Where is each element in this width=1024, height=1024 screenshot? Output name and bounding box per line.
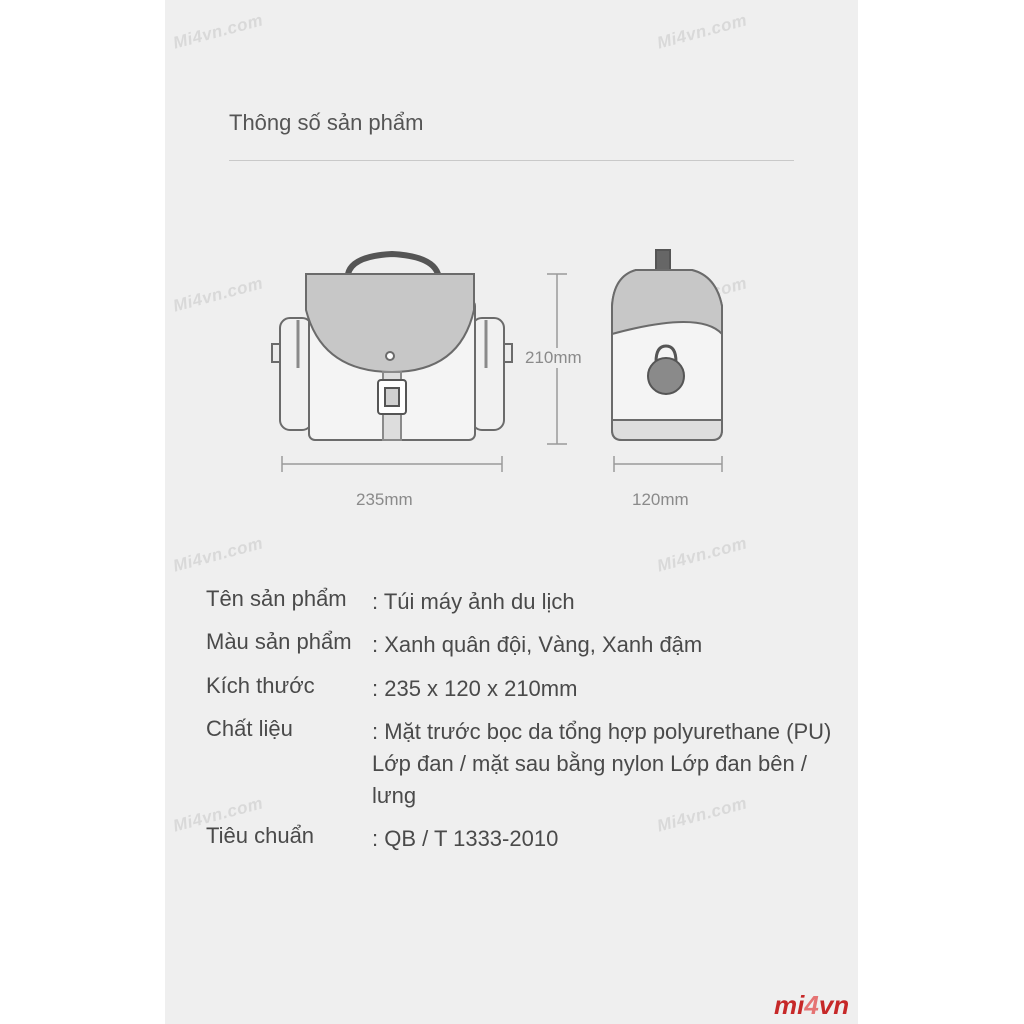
- watermark: Mi4vn.com: [170, 533, 266, 576]
- front-view: [272, 254, 512, 440]
- spec-label: Chất liệu: [206, 716, 293, 741]
- spec-value: : Mặt trước bọc da tổng hợp polyurethane (PU) Lớp đan / mặt sau bằng nylon Lớp đan bên / lưng: [372, 719, 832, 808]
- depth-dimension: [614, 456, 722, 472]
- spec-value: : QB / T 1333-2010: [372, 826, 559, 851]
- depth-label: 120mm: [632, 490, 689, 509]
- watermark: Mi4vn.com: [654, 793, 750, 836]
- width-dimension: [282, 456, 502, 472]
- watermark: Mi4vn.com: [654, 10, 750, 53]
- spec-label: Tiêu chuẩn: [206, 823, 315, 848]
- watermark: Mi4vn.com: [170, 10, 266, 53]
- spec-label: Kích thước: [206, 673, 315, 698]
- page-title: Thông số sản phẩm: [229, 110, 424, 135]
- width-label: 235mm: [356, 490, 413, 509]
- spec-label: Tên sản phẩm: [206, 586, 347, 611]
- brand-logo: mi4vn: [774, 990, 850, 1020]
- watermark: Mi4vn.com: [170, 793, 266, 836]
- watermark: Mi4vn.com: [170, 273, 266, 316]
- spec-value: : Xanh quân đội, Vàng, Xanh đậm: [372, 632, 703, 657]
- spec-label: Màu sản phẩm: [206, 629, 352, 654]
- spec-value: : Túi máy ảnh du lịch: [372, 589, 575, 614]
- height-label: 210mm: [525, 348, 582, 367]
- spec-value: : 235 x 120 x 210mm: [372, 676, 578, 701]
- watermark: Mi4vn.com: [654, 533, 750, 576]
- side-view: [612, 250, 722, 440]
